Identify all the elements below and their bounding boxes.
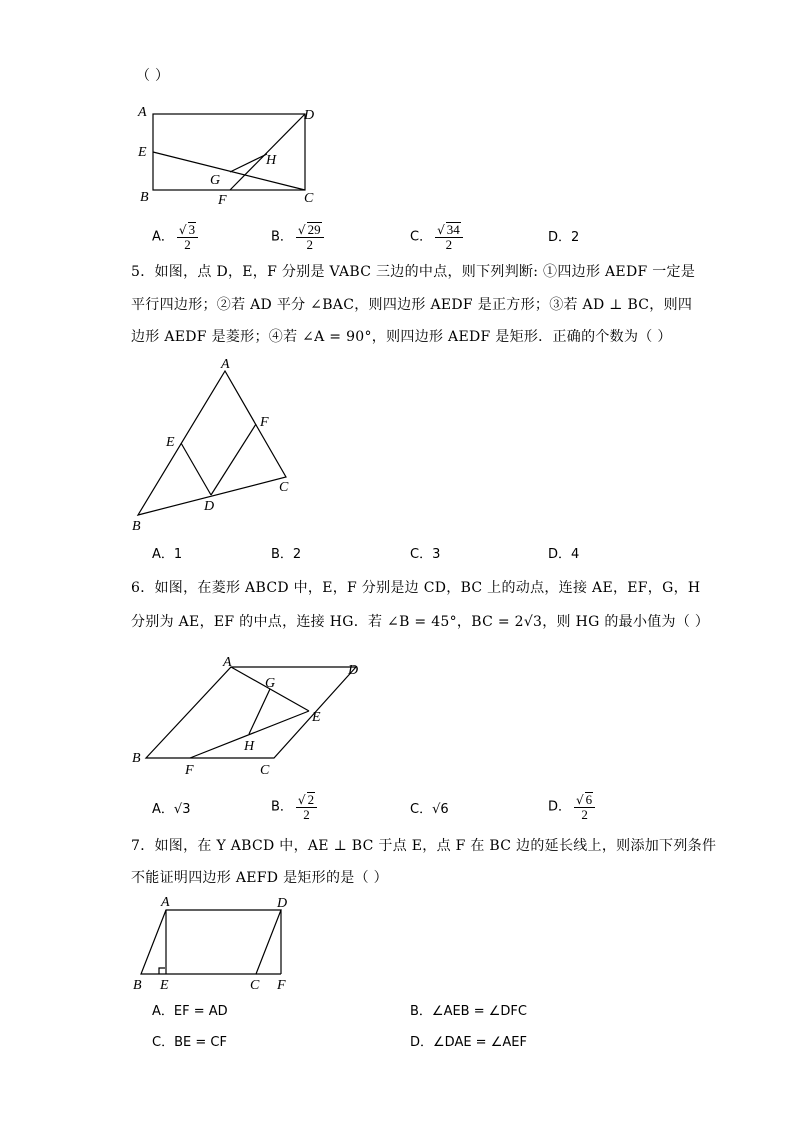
q6-label-e: E — [312, 710, 321, 725]
q5-stem-line3: 边形 AEDF 是菱形；④若 ∠A = 90°，则四边形 AEDF 是矩形．正确的个数为（ ） — [131, 329, 672, 345]
q6-figure — [128, 650, 368, 780]
q6-option-c[interactable]: C．√6 — [410, 802, 449, 817]
q5-stem-line1: 5．如图，点 D，E，F 分别是 VABC 三边的中点，则下列判断: ①四边形 AEDF 一定是 — [131, 264, 696, 280]
q5-label-d: D — [204, 499, 215, 514]
q4-option-d[interactable]: D．2 — [548, 230, 580, 245]
q5-option-b[interactable]: B．2 — [271, 547, 302, 562]
q7-option-b[interactable]: B．∠AEB = ∠DFC — [410, 1004, 527, 1019]
q6-stem-line1: 6．如图，在菱形 ABCD 中，E，F 分别是边 CD，BC 上的动点，连接 AE，EF，G，H — [131, 580, 701, 596]
q7-label-d: D — [277, 896, 288, 911]
q4-label-c: C — [304, 191, 314, 206]
q6-label-f: F — [185, 763, 194, 778]
q5-label-e: E — [166, 435, 175, 450]
q7-figure — [128, 893, 298, 993]
q5-label-b: B — [132, 519, 141, 534]
q4-option-b[interactable]: B． $\frac{√ 29}{2}$ — [271, 222, 324, 252]
q6-label-d: D — [348, 663, 359, 678]
q4-option-c[interactable]: C． $\frac{√ 34}{2}$ — [410, 222, 463, 252]
q7-stem-line1: 7．如图，在 Y ABCD 中，AE ⊥ BC 于点 E，点 F 在 BC 边的延长线上，则添加下列条件 — [131, 838, 717, 854]
q6-label-h: H — [244, 739, 255, 754]
q7-label-c: C — [250, 978, 260, 993]
q6-label-a: A — [223, 655, 232, 670]
q5-option-d[interactable]: D．4 — [548, 547, 580, 562]
q7-option-c[interactable]: C．BE = CF — [152, 1035, 227, 1050]
q6-stem-line2: 分别为 AE，EF 的中点，连接 HG．若 ∠B = 45°，BC = 2√3，则 HG 的最小值为（ ） — [131, 614, 710, 630]
q4-label-f: F — [218, 193, 227, 208]
q5-label-c: C — [279, 480, 289, 495]
q4-answer-paren: （ ） — [136, 68, 170, 84]
q6-option-d[interactable]: D． $\frac{√ 6}{2}$ — [548, 792, 595, 822]
q5-option-c[interactable]: C．3 — [410, 547, 441, 562]
q7-label-b: B — [133, 978, 142, 993]
q7-stem-line2: 不能证明四边形 AEFD 是矩形的是（ ） — [131, 870, 388, 886]
q4-label-h: H — [266, 153, 277, 168]
q4-option-a[interactable]: A． $\frac{√ 3}{2}$ — [152, 222, 198, 252]
q7-label-e: E — [160, 978, 169, 993]
q6-option-b[interactable]: B． $\frac{√ 2}{2}$ — [271, 792, 317, 822]
q7-option-d[interactable]: D．∠DAE = ∠AEF — [410, 1035, 527, 1050]
q4-label-e: E — [138, 145, 147, 160]
q7-label-a: A — [161, 895, 170, 910]
q6-label-c: C — [260, 763, 270, 778]
q7-option-a[interactable]: A．EF = AD — [152, 1004, 228, 1019]
q4-figure — [130, 100, 330, 210]
q6-option-a[interactable]: A．√3 — [152, 802, 191, 817]
q4-label-b: B — [140, 190, 149, 205]
q5-label-f: F — [260, 415, 269, 430]
q5-stem-line2: 平行四边形；②若 AD 平分 ∠BAC，则四边形 AEDF 是正方形；③若 AD ⊥ BC，则四 — [131, 297, 693, 313]
q4-label-a: A — [138, 105, 147, 120]
q5-option-a[interactable]: A．1 — [152, 547, 183, 562]
q6-label-b: B — [132, 751, 141, 766]
q4-label-g: G — [210, 173, 221, 188]
q7-label-f: F — [277, 978, 286, 993]
q5-label-a: A — [221, 357, 230, 372]
q6-label-g: G — [265, 676, 276, 691]
q4-label-d: D — [304, 108, 315, 123]
q5-figure — [125, 355, 305, 535]
